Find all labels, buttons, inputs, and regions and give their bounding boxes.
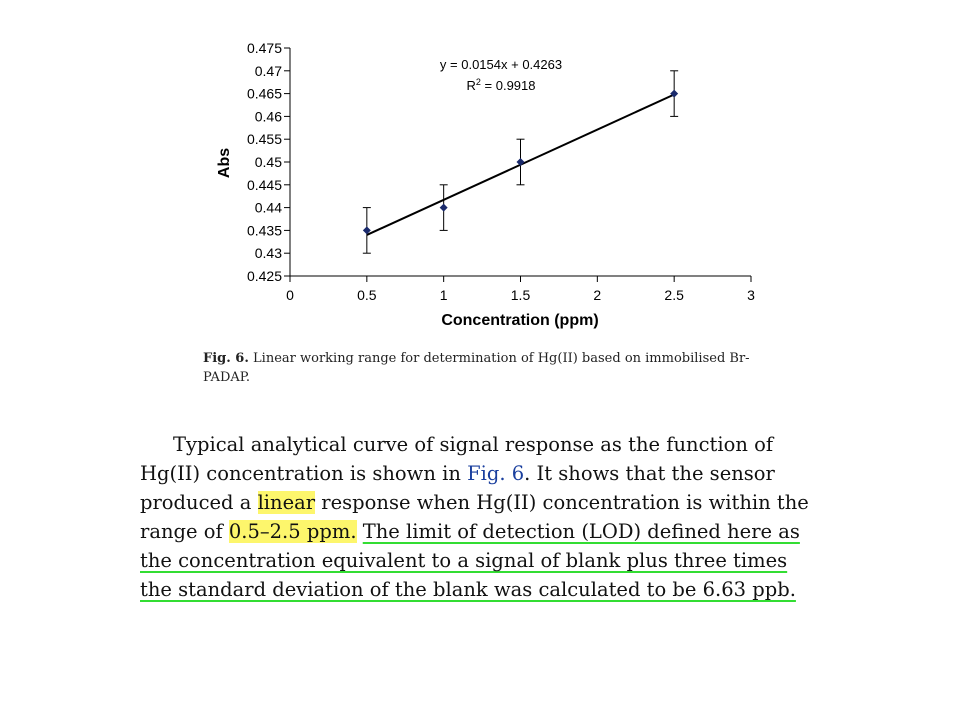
data-point: [517, 158, 525, 166]
highlight-range: 0.5–2.5 ppm.: [228, 520, 357, 543]
y-tick-label: 0.455: [246, 131, 282, 148]
y-tick-label: 0.475: [246, 40, 282, 56]
r-squared-value: = 0.9918: [480, 78, 536, 93]
underline-lod-1: The limit of detection (LOD) defined here as: [362, 520, 800, 543]
paragraph-line-2: Hg(II) concentration is shown in Fig. 6. It shows that the sensor: [140, 462, 775, 485]
y-tick-label: 0.43: [254, 245, 282, 262]
y-axis-ticks: [247, 40, 290, 284]
x-tick-label: 1.5: [510, 287, 531, 303]
x-tick-label: 3: [747, 287, 755, 303]
chart: [0, 0, 960, 345]
regression-equation: y = 0.0154x + 0.4263: [439, 57, 563, 72]
underline-lod-3: the standard deviation of the blank was calculated to be 6.63 ppb.: [140, 578, 796, 601]
r-squared-sup: 2: [475, 77, 481, 87]
y-tick-label: 0.445: [246, 176, 282, 193]
figure-caption-text: Linear working range for determination of Hg(II) based on immobilised Br-PADAP.: [203, 351, 750, 385]
x-tick-label: 2.5: [664, 287, 684, 303]
figure-caption: [203, 349, 775, 387]
figure-label: Fig. 6.: [203, 351, 249, 366]
x-tick-label: 0.5: [357, 287, 377, 303]
r-squared-prefix: R: [466, 78, 476, 93]
highlight-linear: linear: [257, 491, 316, 514]
data-points: [363, 71, 678, 253]
x-tick-label: 1: [439, 287, 448, 303]
x-tick-label: 2: [593, 287, 602, 303]
r-squared: [467, 77, 536, 93]
x-axis-title: Concentration (ppm): [441, 312, 599, 329]
paragraph-line-5: [140, 546, 840, 575]
data-point: [440, 204, 448, 212]
paragraph-line-1: Typical analytical curve of signal response as the function of: [173, 433, 774, 456]
y-tick-label: 0.47: [254, 62, 282, 79]
paragraph-line-6: [140, 575, 840, 604]
paragraph-line-3: produced a linear response when Hg(II) concentration is within the: [140, 491, 809, 514]
y-axis-title: Abs: [216, 147, 233, 179]
x-tick-label: 0: [286, 287, 294, 303]
figure-link[interactable]: Fig. 6: [467, 462, 525, 485]
y-tick-label: 0.46: [254, 108, 282, 125]
body-paragraph: [140, 430, 840, 604]
y-tick-label: 0.45: [254, 154, 282, 170]
y-tick-label: 0.435: [246, 222, 282, 239]
y-tick-label: 0.44: [254, 199, 282, 216]
y-tick-label: 0.465: [246, 85, 282, 102]
underline-lod-2: the concentration equivalent to a signal of blank plus three times: [140, 549, 788, 572]
paragraph-line-4: range of 0.5–2.5 ppm. The limit of detection (LOD) defined here as: [140, 520, 800, 543]
x-axis-ticks: [286, 276, 755, 303]
y-tick-label: 0.425: [246, 268, 282, 284]
